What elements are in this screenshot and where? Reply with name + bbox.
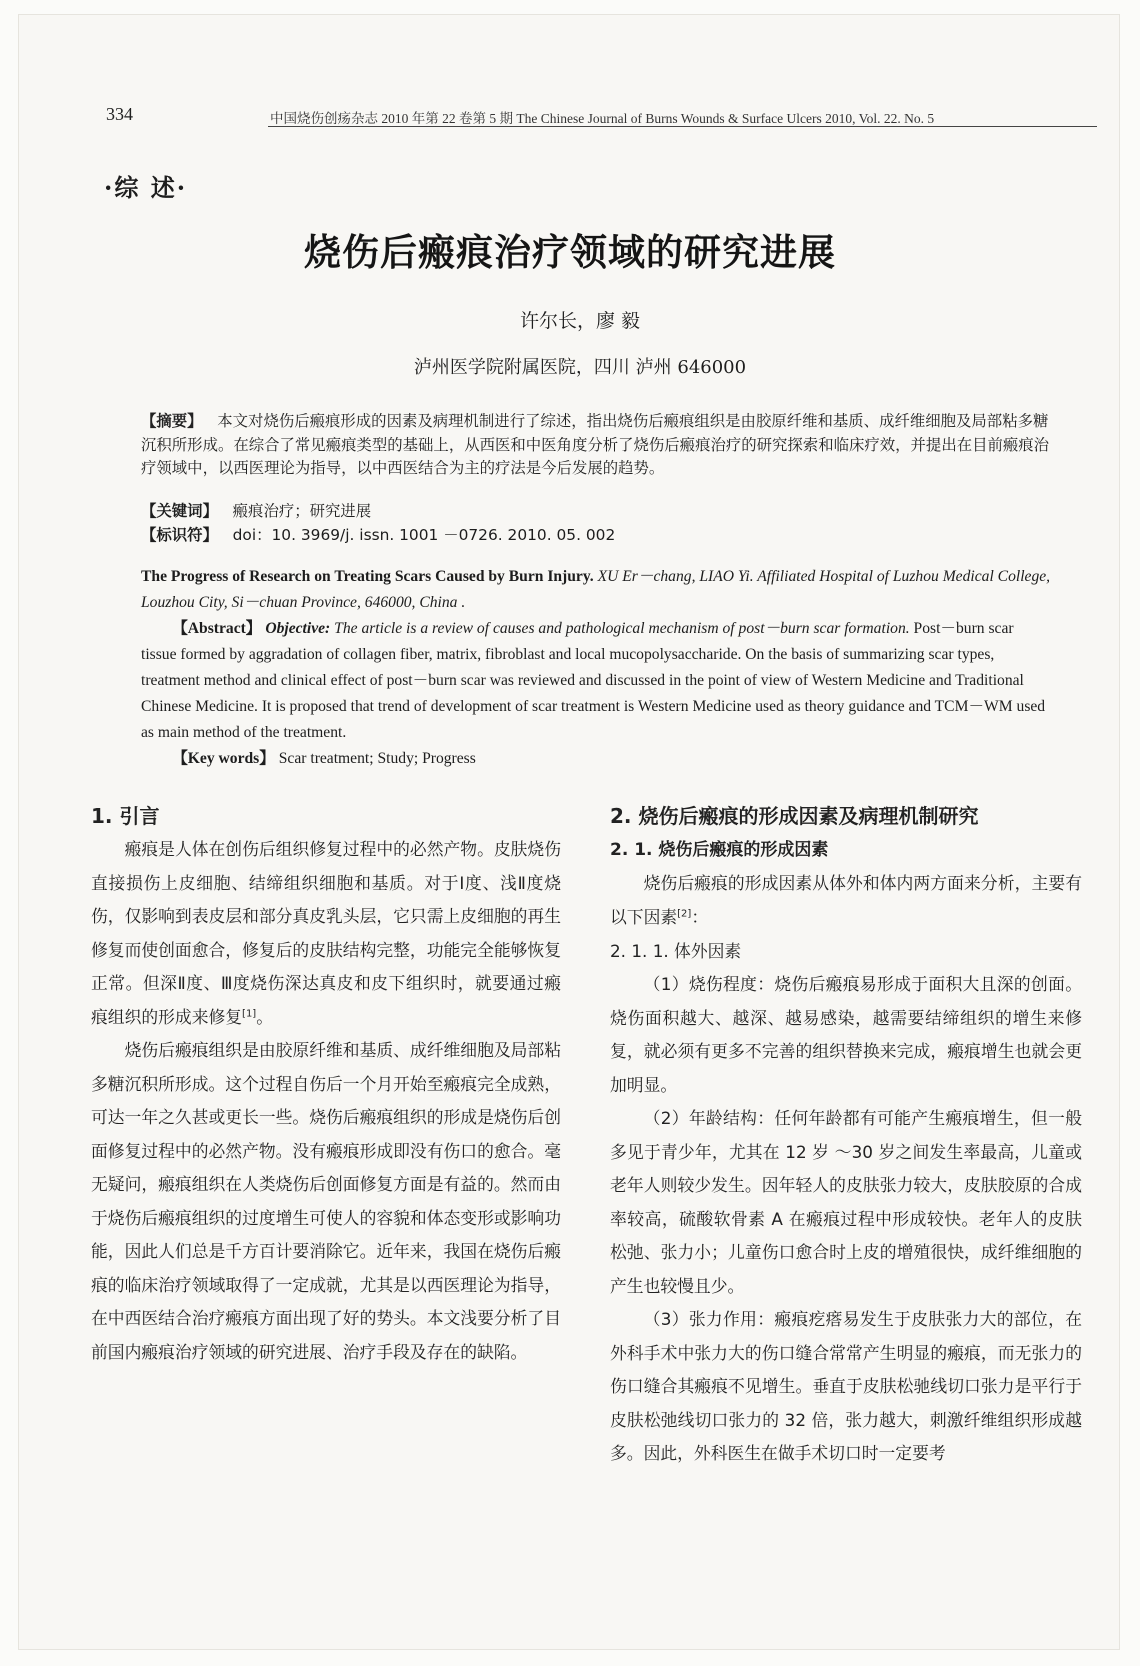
intro-p1-text: 瘢痕是人体在创伤后组织修复过程中的必然产物。皮肤烧伤直接损伤上皮细胞、结缔组织细胞和基质。对于Ⅰ度、浅Ⅱ度烧伤，仅影响到表皮层和部分真皮乳头层，它只需上皮细胞的再生修复而使创面愈合，修复后的皮肤结构完整，功能完全能够恢复正常。但深Ⅱ度、Ⅲ度烧伤深达真皮和皮下组织时，就要通过瘢痕组织的形成来修复 [91,839,561,1027]
right-column [610,799,1082,1471]
chinese-abstract-paragraph [141,410,1051,481]
keywords-text: 瘢痕治疗；研究进展 [232,502,372,520]
intro-paragraph-2: 烧伤后瘢痕组织是由胶原纤维和基质、成纤维细胞及局部粘多糖沉积所形成。这个过程自伤后一个月开始至瘢痕完全成熟，可达一年之久甚或更长一些。烧伤后瘢痕组织的形成是烧伤后创面修复过程中的必然产物。没有瘢痕形成即没有伤口的愈合。毫无疑问，瘢痕组织在人类烧伤后创面修复方面是有益的。然而由于烧伤后瘢痕组织的过度增生可使人的容貌和体态变形或影响功能，因此人们总是千方百计要消除它。近年来，我国在烧伤后瘢痕的临床治疗领域取得了一定成就，尤其是以西医理论为指导，在中西医结合治疗瘢痕方面出现了好的势头。本文浅要分析了目前国内瘢痕治疗领域的研究进展、治疗手段及存在的缺陷。 [91,1040,561,1362]
english-keywords-label: 【Key words】 [172,750,275,767]
english-abstract-paragraph [141,616,1051,746]
english-authors: XU Er－chang, LIAO Yi. Affiliated Hospital of Luzhou Medical College, Louzhou City, Si－chuan Province, 646000, China . [141,568,1051,611]
abstract-label: 【摘要】 [141,412,203,430]
intro-p1-end: 。 [256,1006,274,1027]
authors: 许尔长，廖 毅 [519,310,641,332]
chinese-abstract [141,410,1051,481]
english-keywords [141,746,1051,772]
section-heading-intro: 1. 引言 [91,804,160,828]
factors-end: ： [691,906,709,927]
chinese-keywords [141,499,371,521]
subsection-heading: 2. 1. 烧伤后瘢痕的形成因素 [610,840,829,860]
factors-paragraph [610,867,1082,934]
english-title: The Progress of Research on Treating Scars Caused by Burn Injury. [141,568,594,585]
english-abstract [141,564,1051,772]
article-title: 烧伤后瘢痕治疗领域的研究进展 [304,231,836,274]
intro-paragraph-1 [91,833,561,1034]
citation-ref: [2] [677,907,692,919]
page-number: 334 [106,104,133,124]
objective-text: The article is a review of causes and pathological mechanism of post－burn scar formation. [334,620,910,637]
age-paragraph: （2）年龄结构：任何年龄都有可能产生瘢痕增生，但一般多见于青少年，尤其在 12 岁 ～30 岁之间发生率最高，儿童或老年人则较少发生。因年轻人的皮肤张力较大，皮肤胶原的合成率较高，硫酸软骨素 A 在瘢痕过程中形成较快。老年人的皮肤松弛、张力小；儿童伤口愈合时上皮的增殖很快，成纤维细胞的产生也较慢且少。 [610,1108,1082,1296]
running-header: 中国烧伤创疡杂志 2010 年第 22 卷第 5 期 The Chinese Journal of Burns Wounds & Surface Ulcers 2010, Vol. 22. No. 5 [270,111,935,126]
doi-text: doi：10. 3969/j. issn. 1001 －0726. 2010. 05. 002 [232,526,616,544]
english-abstract-label: 【Abstract】 [172,620,262,637]
subsubsection-heading: 2. 1. 1. 体外因素 [610,941,742,961]
identifier [141,523,615,545]
section-tag: ·综 述· [104,173,188,202]
burn-degree-paragraph: （1）烧伤程度：烧伤后瘢痕易形成于面积大且深的创面。烧伤面积越大、越深、越易感染，越需要结缔组织的增生来修复，就必须有更多不完善的组织替换来完成，瘢痕增生也就会更加明显。 [610,974,1082,1095]
left-column [91,799,561,1369]
english-title-line [141,564,1051,616]
english-abstract-body: Post－burn scar tissue formed by aggradation of collagen fiber, matrix, fibroblast and local mucopolysaccharide. On the basis of summarizing scar types, treatment method and clinical effect of post－burn scar was reviewed and discussed in the point of view of Western Medicine and Traditional Chinese Medicine. It is proposed that trend of development of scar treatment is Western Medicine used as theory guidance and TCM－WM used as main method of the treatment. [141,620,1046,741]
keywords-label: 【关键词】 [141,502,218,520]
objective-label: Objective: [265,620,331,637]
identifier-label: 【标识符】 [141,526,218,544]
header-rule [268,126,1097,127]
citation-ref: [1] [242,1007,257,1019]
tension-paragraph: （3）张力作用：瘢痕疙瘩易发生于皮肤张力大的部位，在外科手术中张力大的伤口缝合常常产生明显的瘢痕，而无张力的伤口缝合其瘢痕不见增生。垂直于皮肤松驰线切口张力是平行于皮肤松弛线切口张力的 32 倍，张力越大，刺激纤维组织形成越多。因此，外科医生在做手术切口时一定要考 [610,1309,1082,1463]
english-keywords-text: Scar treatment; Study; Progress [278,750,476,767]
factors-text: 烧伤后瘢痕的形成因素从体外和体内两方面来分析，主要有以下因素 [610,873,1082,927]
abstract-text: 本文对烧伤后瘢痕形成的因素及病理机制进行了综述，指出烧伤后瘢痕组织是由胶原纤维和基质、成纤维细胞及局部粘多糖沉积所形成。在综合了常见瘢痕类型的基础上，从西医和中医角度分析了烧伤后瘢痕治疗的研究探索和临床疗效，并提出在目前瘢痕治疗领域中，以西医理论为指导，以中西医结合为主的疗法是今后发展的趋势。 [141,412,1050,477]
section-heading-2: 2. 烧伤后瘢痕的形成因素及病理机制研究 [610,804,979,828]
affiliation: 泸州医学院附属医院，四川 泸州 646000 [413,357,747,378]
